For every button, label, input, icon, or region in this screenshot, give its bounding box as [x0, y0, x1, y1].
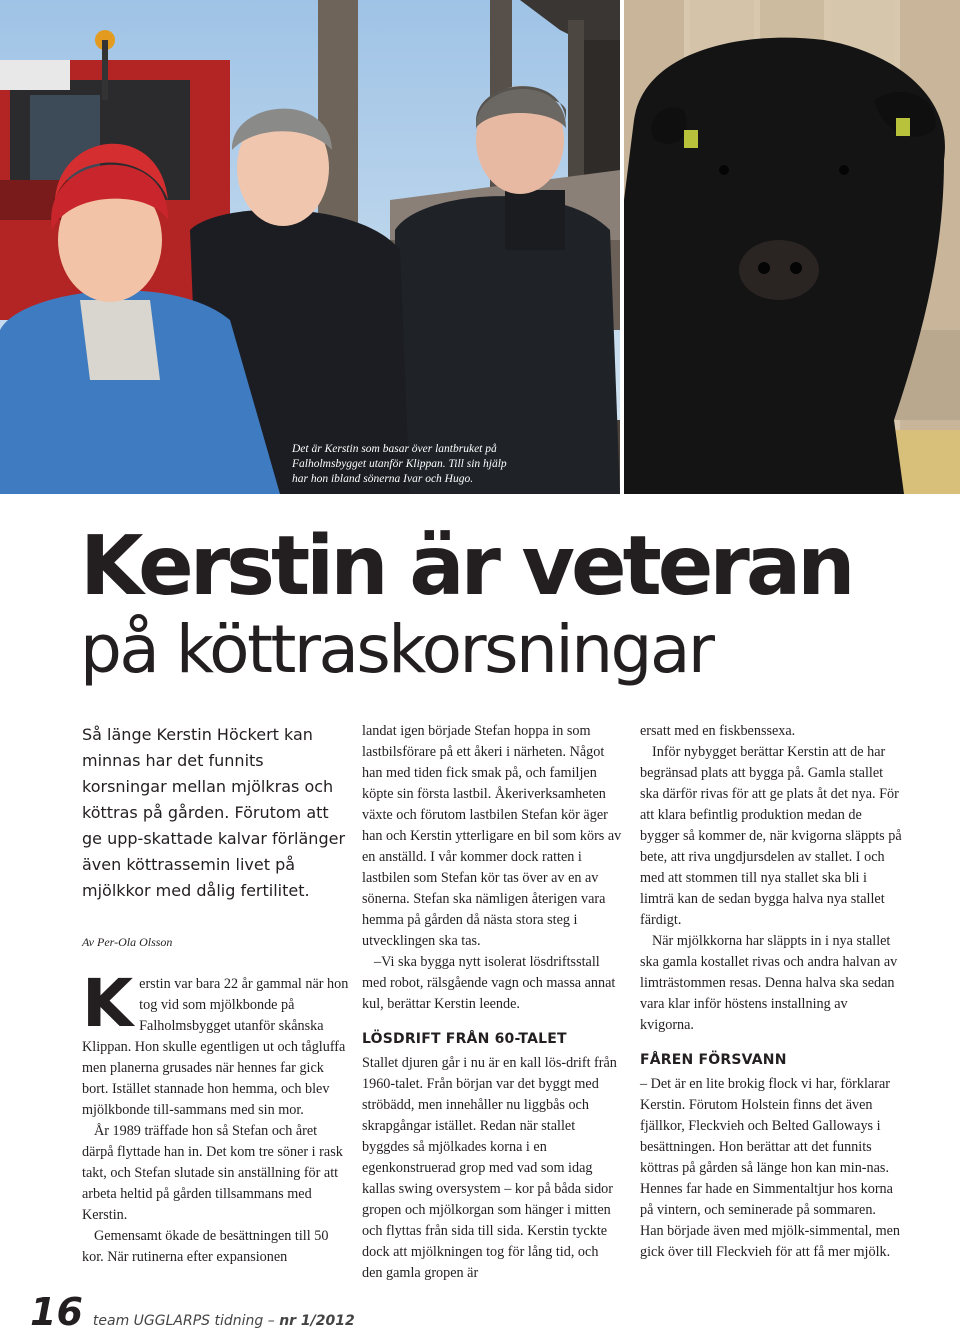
paragraph: Gemensamt ökade de besättningen till 50 kor. När rutinerna efter expansionen [82, 1228, 329, 1265]
article-column-2 [362, 721, 622, 1284]
bull-photo [624, 0, 960, 494]
photo-caption: Det är Kerstin som basar över lantbruket på Falholmsbygget utanför Klippan. Till sin hjälp har hon ibland sönerna Ivar och Hugo. [292, 443, 507, 485]
paragraph: Stallet djuren går i nu är en kall lös-drift från 1960-talet. Från början var det byggt med ströbädd, men innehåller nu liggbås och skrapgångar istället. Redan när stallet byggdes så mjölkades korna i en egenkonstruerad grop med vad som idag kallas swing oversystem – kor på båda sidor gropen och mjölkorgan som hänger i mitten och flyttas från sida till sida. Kerstin tyckte dock att mjölkningen tog för lång tid, och den gamla gropen är [362, 1055, 617, 1281]
paragraph: landat igen började Stefan hoppa in som lastbilsförare på ett åkeri i närheten. Något han med tiden fick smak på, och familjen köpte sin första lastbil. Åkeriverksamheten växte och förutom lastbilen Stefan kör äger han och Kerstin ytterligare en bil som körs av en anställd. I vår kommer dock ratten i lastbilen som Stefan kör tas över av en av sönerna. Stefan ska nämligen återigen vara hemma på gården då nästa stora steg i utvecklingen ska tas. [362, 723, 622, 949]
paragraph: När mjölkkorna har släppts in i nya stallet ska gamla kostallet rivas och andra halvan av limträstommen resas. Denna halva ska sedan vara klar inför höstens installning av kvigorna. [640, 933, 898, 1033]
paragraph: ersatt med en fiskbenssexa. [640, 723, 796, 739]
dropcap: K [82, 965, 134, 1042]
article-column-1 [82, 965, 350, 1268]
article-column-3 [640, 721, 902, 1263]
section-heading: FÅREN FÖRSVANN [640, 1052, 787, 1068]
paragraph: Kerstin var bara 22 år gammal när hon tog vid som mjölkbonde på Falholmsbygget utanför skånska Klippan. Hon skulle egentligen ut och tågluffa men planerna grusades när hennes far gick bort. Istället stannade hon hemma, och blev mjölkbonde till-sammans med sin mor. [82, 965, 349, 1118]
page-footer [30, 1290, 355, 1334]
byline: Av Per-Ola Olsson [82, 935, 173, 949]
section-heading: LÖSDRIFT FRÅN 60-TALET [362, 1031, 567, 1047]
family-photo [0, 0, 620, 494]
paragraph: År 1989 träffade hon så Stefan och året därpå flyttade han in. Det kom tre söner i rask takt, och Stefan slutade sin anställning för att arbeta heltid på gården tillsammans med Kerstin. [82, 1123, 343, 1223]
subheadline: på köttraskorsningar [80, 611, 713, 688]
intro-paragraph: Så länge Kerstin Höckert kan minnas har det funnits korsningar mellan mjölkras och köttras på gården. Förutom att ge upp-skattade kalvar förlänger även köttrassemin livet på mjölkkor med dålig fertilitet. [82, 725, 346, 900]
issue-number: nr 1/2012 [279, 1313, 355, 1329]
paragraph: –Vi ska bygga nytt isolerat lösdriftsstall med robot, rälsgående vagn och massa annat kul, berättar Kerstin leende. [362, 954, 616, 1012]
page-number: 16 [30, 1290, 83, 1334]
magazine-name: team UGGLARPS tidning – nr 1/2012 [92, 1313, 355, 1329]
paragraph: Inför nybygget berättar Kerstin att de har begränsad plats att bygga på. Gamla stallet ska därför rivas för att ge plats åt det nya. För att klara befintlig produktion medan de bygger så kommer de, när kvigorna släppts på bete, att riva ungdjursdelen av stallet. I och med att stommen till nya stallet ska bli i limträ kan de sedan bygga halva nya stallet färdigt. [640, 744, 902, 928]
paragraph: – Det är en lite brokig flock vi har, förklarar Kerstin. Förutom Holstein finns det även fjällkor, Fleckvieh och Belted Galloways i besättningen. Hon berättar att det funnits köttras på gården så länge hon kan min-nas. Hennes far hade en Simmentaltjur hos korna på vintern, och seminerade på sommaren. Han började även med mjölk-simmental, men gick över till Fleckvieh för att få mer mjölk. [640, 1076, 901, 1260]
headline: Kerstin är veteran [80, 519, 852, 614]
